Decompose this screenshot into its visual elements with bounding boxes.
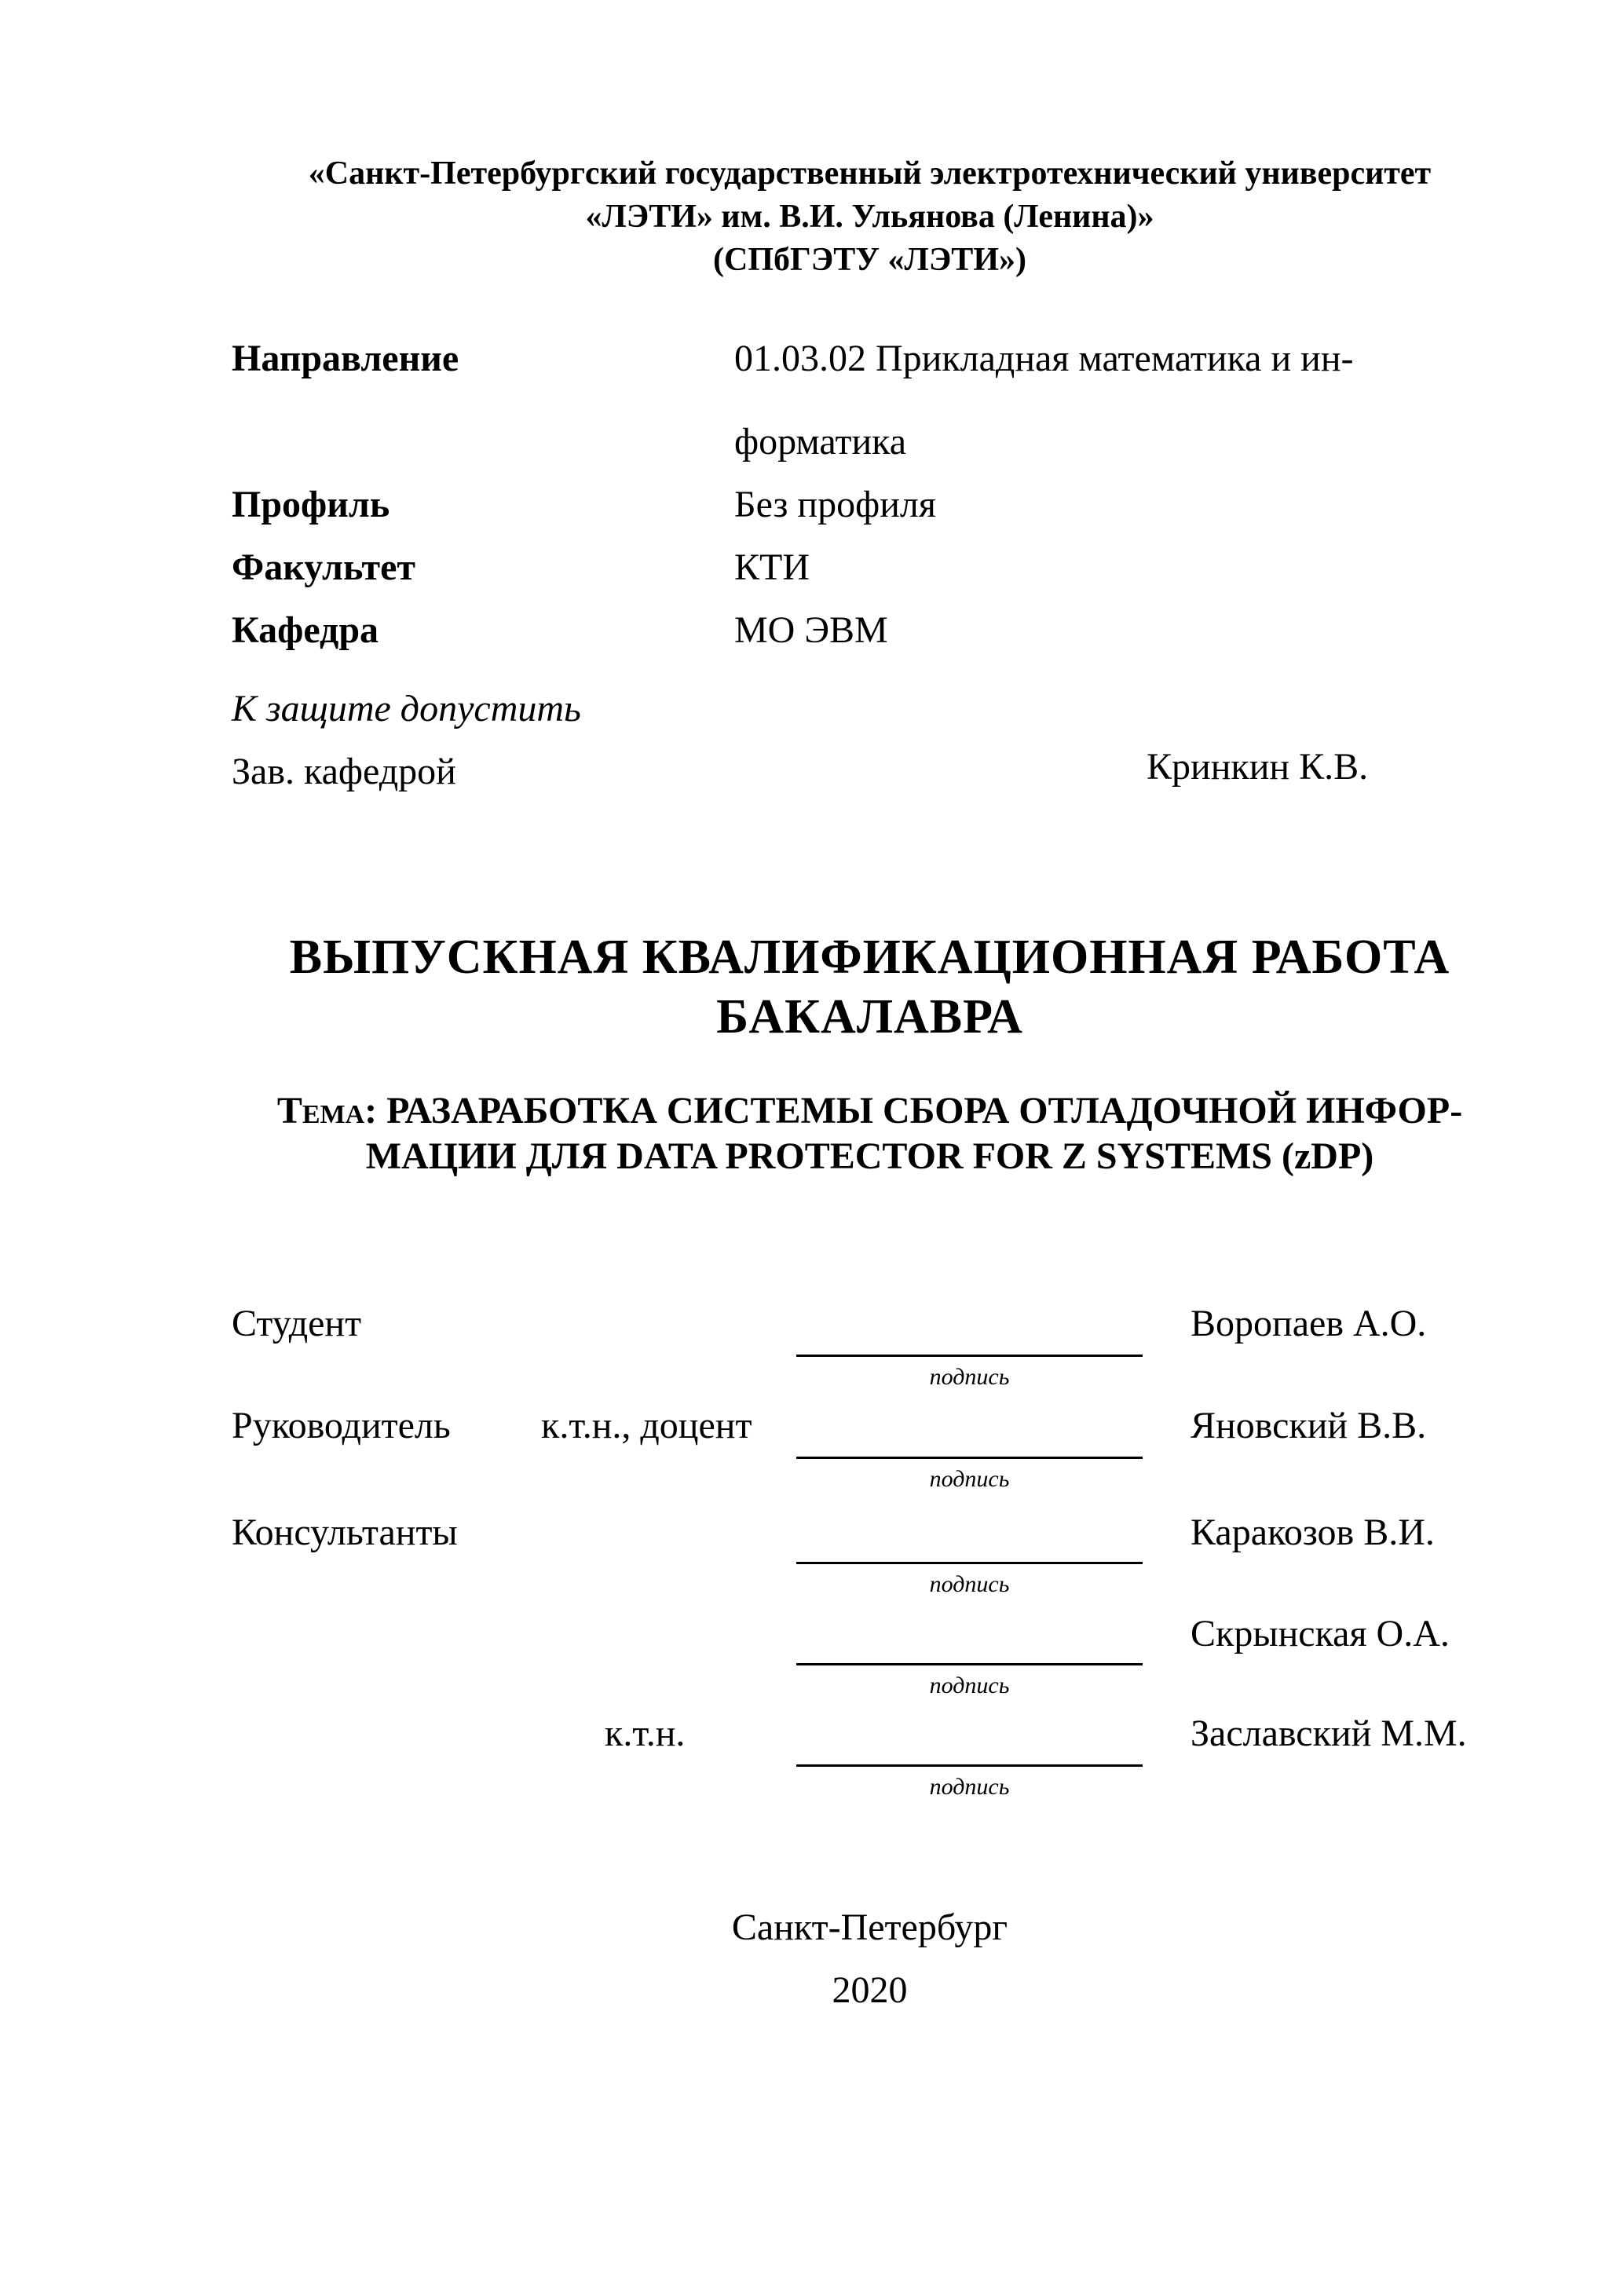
work-title-line1: ВЫПУСКНАЯ КВАЛИФИКАЦИОННАЯ РАБОТА — [289, 930, 1450, 984]
work-title-line2: БАКАЛАВРА — [716, 990, 1023, 1044]
footer-city: Санкт-Петербург — [731, 1907, 1008, 1948]
university-abbreviation: (СПбГЭТУ «ЛЭТИ») — [713, 242, 1026, 278]
info-label-department: Кафедра — [232, 609, 379, 651]
info-value-department: МО ЭВМ — [734, 609, 888, 651]
signature-caption-consultant1: подпись — [929, 1571, 1010, 1597]
info-label-profile: Профиль — [232, 484, 390, 525]
university-name-line1: «Санкт-Петербургский государственный электротехнический университет — [308, 155, 1432, 192]
signature-name-consultant1: Каракозов В.И. — [1191, 1512, 1435, 1553]
theme-line2: МАЦИИ ДЛЯ DATA PROTECTOR FOR Z SYSTEMS (zDP) — [365, 1135, 1374, 1177]
theme-line1 — [232, 1092, 1508, 1130]
theme-prefix: Тема: — [276, 1090, 378, 1132]
department-head-name: Кринкин К.В. — [1147, 746, 1369, 788]
info-value-direction-line1: 01.03.02 Прикладная математика и ин- — [734, 338, 1354, 379]
signature-line-consultant3 — [796, 1764, 1143, 1767]
signature-name-student: Воропаев А.О. — [1191, 1303, 1427, 1344]
admission-permit-line: К защите допустить — [232, 688, 581, 729]
theme-text-line1: РАЗАРАБОТКА СИСТЕМЫ СБОРА ОТЛАДОЧНОЙ ИНФОР- — [386, 1090, 1463, 1132]
department-head-label: Зав. кафедрой — [232, 751, 456, 792]
signature-name-consultant2: Скрынская О.А. — [1191, 1613, 1450, 1654]
info-value-direction-line2: форматика — [734, 421, 907, 462]
signature-name-supervisor: Яновский В.В. — [1191, 1405, 1427, 1446]
signature-name-consultant3: Заславский М.М. — [1191, 1713, 1467, 1754]
info-label-faculty: Факультет — [232, 547, 415, 588]
info-value-faculty: КТИ — [734, 547, 810, 588]
university-name-line2: «ЛЭТИ» им. В.И. Ульянова (Ленина)» — [585, 199, 1154, 235]
signature-line-supervisor — [796, 1457, 1143, 1459]
signature-caption-supervisor: подпись — [929, 1466, 1010, 1492]
info-label-direction: Направление — [232, 338, 459, 379]
signature-line-consultant2 — [796, 1663, 1143, 1665]
signature-role-supervisor: Руководитель — [232, 1405, 451, 1446]
signature-line-consultant1 — [796, 1562, 1143, 1564]
signature-role-consultants: Консультанты — [232, 1512, 458, 1553]
footer-year: 2020 — [832, 1969, 908, 2011]
signature-caption-consultant2: подпись — [929, 1673, 1010, 1698]
signature-role-student: Студент — [232, 1303, 362, 1344]
signature-degree-supervisor: к.т.н., доцент — [541, 1405, 752, 1446]
signature-degree-consultant3: к.т.н. — [605, 1713, 686, 1754]
info-value-profile: Без профиля — [734, 484, 936, 525]
signature-caption-consultant3: подпись — [929, 1774, 1010, 1800]
signature-line-student — [796, 1355, 1143, 1357]
signature-caption-student: подпись — [929, 1364, 1010, 1390]
